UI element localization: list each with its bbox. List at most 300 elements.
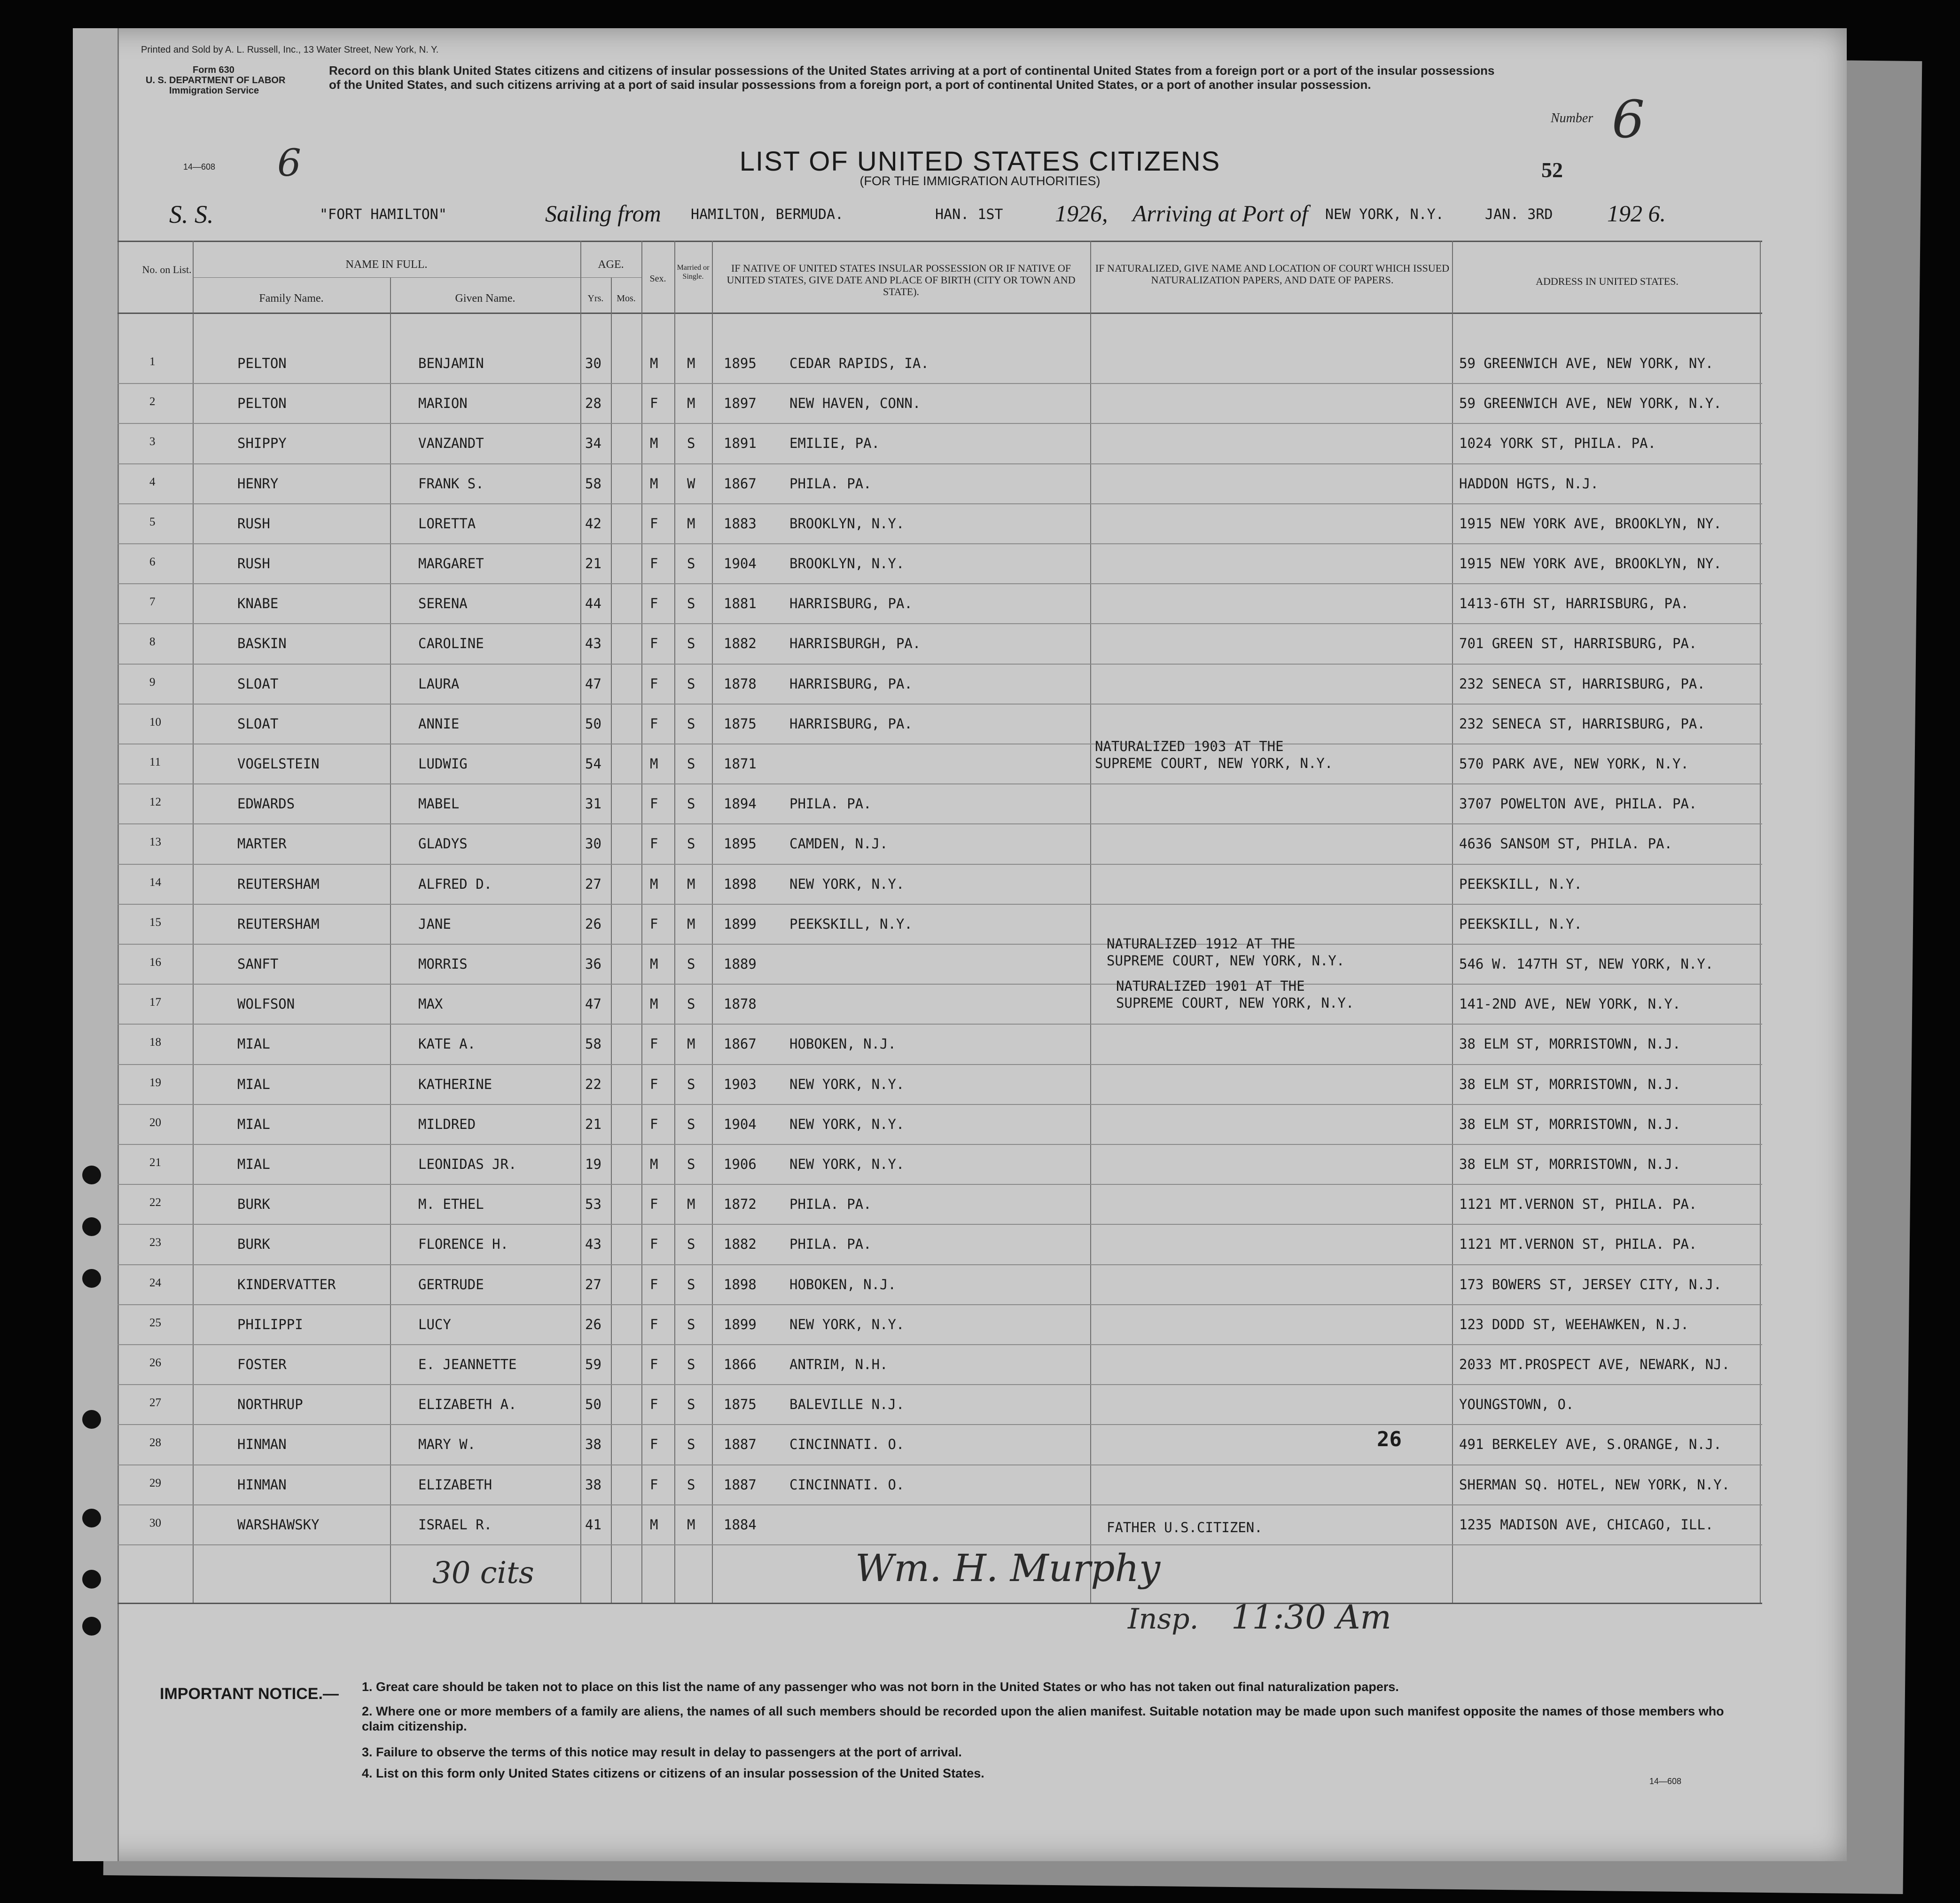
cell-ms: S: [687, 635, 695, 652]
cell-no: 30: [149, 1516, 161, 1529]
cell-age: 58: [585, 1036, 601, 1052]
cell-age: 19: [585, 1156, 601, 1172]
cell-year: 1882: [724, 1236, 757, 1253]
port-to: NEW YORK, N.Y.: [1325, 206, 1444, 223]
handwritten-list-number: 6: [277, 141, 301, 185]
cell-place: HOBOKEN, N.J.: [789, 1036, 896, 1052]
cell-place: CEDAR RAPIDS, IA.: [789, 355, 929, 371]
cell-place: BROOKLYN, N.Y.: [789, 556, 905, 572]
cell-no: 8: [149, 635, 156, 649]
cell-address: PEEKSKILL, N.Y.: [1459, 916, 1582, 932]
cell-given: LEONIDAS JR.: [418, 1156, 517, 1172]
cell-sex: M: [650, 1516, 658, 1533]
cell-no: 29: [149, 1476, 161, 1489]
table-row: [0, 904, 1960, 944]
cell-given: KATHERINE: [418, 1076, 492, 1092]
cell-given: MORRIS: [418, 956, 468, 972]
cell-address: 546 W. 147TH ST, NEW YORK, N.Y.: [1459, 956, 1714, 972]
cell-given: GLADYS: [418, 836, 468, 852]
table-row: [0, 984, 1960, 1024]
naturalization-note-17: [1116, 978, 1354, 1011]
cell-address: 1024 YORK ST, PHILA. PA.: [1459, 435, 1656, 452]
cell-address: 701 GREEN ST, HARRISBURG, PA.: [1459, 635, 1697, 652]
cell-age: 34: [585, 435, 601, 452]
cell-address: 2033 MT.PROSPECT AVE, NEWARK, NJ.: [1459, 1356, 1730, 1372]
cell-given: MILDRED: [418, 1116, 476, 1132]
cell-address: 59 GREENWICH AVE, NEW YORK, NY.: [1459, 355, 1714, 371]
form-number: Form 630: [193, 65, 234, 75]
cell-family: MIAL: [237, 1116, 270, 1132]
cell-family: HINMAN: [237, 1476, 287, 1493]
cell-place: CINCINNATI. O.: [789, 1436, 905, 1453]
cell-given: FLORENCE H.: [418, 1236, 509, 1253]
cell-year: 1866: [724, 1356, 757, 1372]
table-row: [0, 423, 1960, 463]
table-row: [0, 383, 1960, 423]
cell-given: ELIZABETH A.: [418, 1396, 517, 1413]
cell-place: HARRISBURG, PA.: [789, 675, 913, 692]
cell-age: 43: [585, 1236, 601, 1253]
table-row: [0, 1264, 1960, 1304]
cell-place: ANTRIM, N.H.: [789, 1356, 888, 1372]
cell-no: 6: [149, 556, 156, 568]
row-rule: [117, 1544, 1762, 1545]
cell-age: 59: [585, 1356, 601, 1372]
cell-ms: S: [687, 836, 695, 852]
page-number: 52: [1541, 158, 1563, 182]
cell-year: 1872: [724, 1196, 757, 1213]
cell-no: 26: [149, 1356, 161, 1369]
ss-label: S. S.: [169, 200, 214, 228]
cell-age: 26: [585, 1316, 601, 1332]
cell-age: 22: [585, 1076, 601, 1092]
cell-age: 26: [585, 916, 601, 932]
cell-family: FOSTER: [237, 1356, 287, 1372]
cell-given: MARGARET: [418, 556, 484, 572]
cell-ms: S: [687, 1236, 695, 1253]
cell-year: 1891: [724, 435, 757, 452]
table-top-rule: [117, 241, 1762, 242]
cell-given: VANZANDT: [418, 435, 484, 452]
arriving-label: Arriving at Port of: [1132, 200, 1308, 227]
cell-address: YOUNGSTOWN, O.: [1459, 1396, 1574, 1413]
cell-ms: S: [687, 1156, 695, 1172]
cell-address: 3707 POWELTON AVE, PHILA. PA.: [1459, 796, 1697, 812]
cell-given: GERTRUDE: [418, 1276, 484, 1292]
cell-ms: S: [687, 1076, 695, 1092]
cell-place: PHILA. PA.: [789, 1196, 872, 1213]
cell-place: CINCINNATI. O.: [789, 1476, 905, 1493]
binder-hole: [82, 1570, 101, 1589]
table-row: [0, 783, 1960, 823]
header-yrs: Yrs.: [587, 293, 604, 304]
cell-no: 14: [149, 876, 161, 889]
cell-address: 570 PARK AVE, NEW YORK, N.Y.: [1459, 756, 1689, 772]
cell-no: 7: [149, 595, 156, 609]
cell-address: HADDON HGTS, N.J.: [1459, 475, 1599, 492]
cell-place: EMILIE, PA.: [789, 435, 880, 452]
table-row: [0, 1184, 1960, 1224]
table-row: [0, 1504, 1960, 1544]
cell-place: HARRISBURG, PA.: [789, 595, 913, 612]
cell-sex: M: [650, 355, 658, 371]
header-sex: Sex.: [649, 274, 666, 284]
cell-no: 5: [149, 515, 156, 528]
header-family-name: Family Name.: [259, 292, 324, 305]
cell-ms: S: [687, 675, 695, 692]
cell-ms: S: [687, 1396, 695, 1413]
cell-place: NEW YORK, N.Y.: [789, 1316, 905, 1332]
table-row: [0, 1304, 1960, 1344]
cell-address: 38 ELM ST, MORRISTOWN, N.J.: [1459, 1036, 1681, 1052]
cell-no: 12: [149, 796, 161, 809]
cell-address: PEEKSKILL, N.Y.: [1459, 876, 1582, 892]
header-name-in-full: NAME IN FULL.: [345, 258, 428, 271]
table-row: [0, 1224, 1960, 1264]
cell-year: 1867: [724, 475, 757, 492]
naturalization-note-30: FATHER U.S.CITIZEN.: [1107, 1519, 1263, 1535]
cell-address: 1121 MT.VERNON ST, PHILA. PA.: [1459, 1236, 1697, 1253]
cell-address: 59 GREENWICH AVE, NEW YORK, N.Y.: [1459, 395, 1722, 412]
cell-address: 1121 MT.VERNON ST, PHILA. PA.: [1459, 1196, 1697, 1213]
cell-sex: M: [650, 475, 658, 492]
cell-address: 1413-6TH ST, HARRISBURG, PA.: [1459, 595, 1689, 612]
cell-address: 1235 MADISON AVE, CHICAGO, ILL.: [1459, 1516, 1714, 1533]
cell-year: 1881: [724, 595, 757, 612]
cell-address: 4636 SANSOM ST, PHILA. PA.: [1459, 836, 1672, 852]
table-row: [0, 1344, 1960, 1384]
cell-no: 21: [149, 1156, 161, 1169]
cell-year: 1897: [724, 395, 757, 412]
cell-ms: S: [687, 1316, 695, 1332]
table-row: [0, 1464, 1960, 1504]
cell-family: MIAL: [237, 1156, 270, 1172]
cell-sex: F: [650, 1396, 658, 1413]
cell-no: 9: [149, 675, 156, 689]
cell-family: SLOAT: [237, 715, 279, 732]
cell-family: HINMAN: [237, 1436, 287, 1453]
cell-address: 491 BERKELEY AVE, S.ORANGE, N.J.: [1459, 1436, 1722, 1453]
cell-address: 1915 NEW YORK AVE, BROOKLYN, NY.: [1459, 556, 1722, 572]
cell-year: 1883: [724, 515, 757, 532]
cell-place: HARRISBURG, PA.: [789, 715, 913, 732]
cell-given: SERENA: [418, 595, 468, 612]
cell-sex: F: [650, 1356, 658, 1372]
cell-family: MIAL: [237, 1036, 270, 1052]
cell-ms: S: [687, 756, 695, 772]
cell-given: LAURA: [418, 675, 460, 692]
cell-no: 25: [149, 1316, 161, 1329]
notice-heading: IMPORTANT NOTICE.—: [160, 1685, 339, 1703]
cell-address: 38 ELM ST, MORRISTOWN, N.J.: [1459, 1116, 1681, 1132]
table-row: [0, 1384, 1960, 1424]
header-birth: IF NATIVE OF UNITED STATES INSULAR POSSESSION OR IF NATIVE OF UNITED STATES, GIVE DATE AND PLACE OF BIRTH (CITY OR TOWN AND STATE).: [726, 262, 1076, 298]
cell-age: 47: [585, 996, 601, 1012]
cell-family: RUSH: [237, 556, 270, 572]
sailing-from-label: Sailing from: [545, 200, 661, 227]
cell-age: 58: [585, 475, 601, 492]
cell-ms: S: [687, 1276, 695, 1292]
cell-ms: M: [687, 395, 695, 412]
binder-hole: [82, 1617, 101, 1636]
cell-no: 3: [149, 435, 156, 448]
cell-ms: M: [687, 515, 695, 532]
notice-item-1: 1. Great care should be taken not to place on this list the name of any passenger who was not born in the United States or who has not taken out final naturalization papers.: [362, 1680, 1399, 1694]
cell-address: 141-2ND AVE, NEW YORK, N.Y.: [1459, 996, 1681, 1012]
cell-sex: F: [650, 1236, 658, 1253]
cell-year: 1878: [724, 996, 757, 1012]
cell-address: 1915 NEW YORK AVE, BROOKLYN, NY.: [1459, 515, 1722, 532]
cell-year: 1899: [724, 1316, 757, 1332]
cell-place: HARRISBURGH, PA.: [789, 635, 921, 652]
nat-note-line: SUPREME COURT, NEW YORK, N.Y.: [1095, 755, 1333, 771]
cell-given: CAROLINE: [418, 635, 484, 652]
department: U. S. DEPARTMENT OF LABOR: [146, 75, 286, 86]
cell-given: MARY W.: [418, 1436, 476, 1453]
cell-no: 17: [149, 996, 161, 1009]
cell-year: 1878: [724, 675, 757, 692]
cell-age: 42: [585, 515, 601, 532]
cell-year: 1898: [724, 876, 757, 892]
cell-given: LUCY: [418, 1316, 451, 1332]
cell-given: LORETTA: [418, 515, 476, 532]
cell-year: 1875: [724, 1396, 757, 1413]
table-row: [0, 744, 1960, 783]
naturalization-note-16: [1107, 935, 1344, 969]
page-subtitle: (FOR THE IMMIGRATION AUTHORITIES): [859, 174, 1101, 188]
table-row: [0, 503, 1960, 543]
cell-place: BALEVILLE N.J.: [789, 1396, 905, 1413]
cell-no: 13: [149, 836, 161, 849]
cell-sex: F: [650, 395, 658, 412]
nat-note-line: SUPREME COURT, NEW YORK, N.Y.: [1116, 995, 1354, 1011]
cell-sex: F: [650, 916, 658, 932]
cell-no: 22: [149, 1196, 161, 1209]
cell-ms: M: [687, 916, 695, 932]
cell-given: MAX: [418, 996, 443, 1012]
cell-age: 38: [585, 1436, 601, 1453]
cell-ms: S: [687, 1116, 695, 1132]
cell-year: 1895: [724, 355, 757, 371]
instructions: Record on this blank United States citizens and citizens of insular possessions of the United States arriving at a port of continental United States from a foreign port or a port of the insular possessions of the United States, and such citizens arriving at a port of said insular possessions from a foreign port, a port of continental United States, or a port of another insular possession.: [329, 63, 1495, 92]
cell-given: MABEL: [418, 796, 460, 812]
cell-age: 28: [585, 395, 601, 412]
cell-ms: S: [687, 996, 695, 1012]
cell-family: BURK: [237, 1196, 270, 1213]
cell-sex: M: [650, 1156, 658, 1172]
table-row: [0, 543, 1960, 583]
cell-sex: F: [650, 556, 658, 572]
cell-family: WOLFSON: [237, 996, 295, 1012]
naturalization-note-11: [1095, 738, 1333, 772]
page-title: LIST OF UNITED STATES CITIZENS: [739, 146, 1221, 177]
header-given-name: Given Name.: [455, 292, 515, 305]
cell-place: PHILA. PA.: [789, 1236, 872, 1253]
cell-family: REUTERSHAM: [237, 916, 320, 932]
number-label: Number: [1551, 111, 1593, 125]
header-mos: Mos.: [617, 293, 636, 304]
cell-sex: F: [650, 1476, 658, 1493]
cell-no: 15: [149, 916, 161, 929]
sail-date: HAN. 1ST: [935, 206, 1003, 223]
nat-note-line: NATURALIZED 1912 AT THE: [1107, 936, 1296, 952]
footer-form-code: 14—608: [1649, 1777, 1682, 1786]
cell-no: 24: [149, 1276, 161, 1289]
cell-given: FRANK S.: [418, 475, 484, 492]
cell-ms: S: [687, 435, 695, 452]
table-row: [0, 1104, 1960, 1144]
cell-place: NEW YORK, N.Y.: [789, 1076, 905, 1092]
cell-age: 21: [585, 1116, 601, 1132]
table-row: [0, 864, 1960, 904]
table-row: [0, 623, 1960, 663]
printer-line: Printed and Sold by A. L. Russell, Inc., 13 Water Street, New York, N. Y.: [141, 45, 439, 55]
cell-sex: F: [650, 1276, 658, 1292]
cell-age: 31: [585, 796, 601, 812]
cell-sex: F: [650, 675, 658, 692]
cell-sex: F: [650, 595, 658, 612]
notice-item-3: 3. Failure to observe the terms of this notice may result in delay to passengers at the port of arrival.: [362, 1745, 962, 1759]
cell-family: KINDERVATTER: [237, 1276, 336, 1292]
cell-age: 43: [585, 635, 601, 652]
cell-family: BASKIN: [237, 635, 287, 652]
cell-family: PELTON: [237, 355, 287, 371]
cell-sex: F: [650, 1036, 658, 1052]
table-row: [0, 583, 1960, 623]
cell-ms: M: [687, 1516, 695, 1533]
cell-age: 50: [585, 715, 601, 732]
voyage-line: [169, 200, 1767, 233]
port-from: HAMILTON, BERMUDA.: [691, 206, 844, 223]
cell-ms: S: [687, 1436, 695, 1453]
cell-family: WARSHAWSKY: [237, 1516, 320, 1533]
cell-age: 54: [585, 756, 601, 772]
cell-year: 1904: [724, 556, 757, 572]
cell-family: SLOAT: [237, 675, 279, 692]
cell-no: 18: [149, 1036, 161, 1049]
name-subrule: [193, 277, 580, 278]
cell-year: 1882: [724, 635, 757, 652]
cell-ms: M: [687, 1196, 695, 1213]
cell-given: KATE A.: [418, 1036, 476, 1052]
cell-no: 23: [149, 1236, 161, 1249]
header-naturalized: IF NATURALIZED, GIVE NAME AND LOCATION OF COURT WHICH ISSUED NATURALIZATION PAPERS, AND DATE OF PAPERS.: [1095, 262, 1450, 286]
cell-year: 1894: [724, 796, 757, 812]
cell-sex: F: [650, 635, 658, 652]
handwritten-count: 30 cits: [432, 1556, 534, 1590]
cell-given: ISRAEL R.: [418, 1516, 492, 1533]
table-row: [0, 944, 1960, 984]
cell-place: PEEKSKILL, N.Y.: [789, 916, 913, 932]
cell-no: 16: [149, 956, 161, 969]
cell-family: EDWARDS: [237, 796, 295, 812]
cell-no: 20: [149, 1116, 161, 1129]
cell-age: 50: [585, 1396, 601, 1413]
cell-age: 30: [585, 355, 601, 371]
header-no-on-list: No. on List.: [142, 264, 192, 275]
nat-note-line: NATURALIZED 1903 AT THE: [1095, 738, 1284, 754]
cell-sex: F: [650, 836, 658, 852]
table-row: [0, 664, 1960, 704]
cell-place: BROOKLYN, N.Y.: [789, 515, 905, 532]
cell-given: MARION: [418, 395, 468, 412]
cell-given: E. JEANNETTE: [418, 1356, 517, 1372]
cell-year: 1871: [724, 756, 757, 772]
table-row: [0, 343, 1960, 383]
cell-given: LUDWIG: [418, 756, 468, 772]
cell-address: 232 SENECA ST, HARRISBURG, PA.: [1459, 675, 1705, 692]
cell-age: 36: [585, 956, 601, 972]
arrive-date: JAN. 3RD: [1485, 206, 1553, 223]
cell-year: 1895: [724, 836, 757, 852]
cell-year: 1903: [724, 1076, 757, 1092]
cell-age: 53: [585, 1196, 601, 1213]
cell-age: 38: [585, 1476, 601, 1493]
cell-age: 21: [585, 556, 601, 572]
cell-family: MARTER: [237, 836, 287, 852]
nat-note-line: SUPREME COURT, NEW YORK, N.Y.: [1107, 953, 1345, 969]
table-row: [0, 1144, 1960, 1184]
cell-family: NORTHRUP: [237, 1396, 303, 1413]
cell-ms: S: [687, 796, 695, 812]
cell-ms: S: [687, 1476, 695, 1493]
cell-no: 1: [149, 355, 156, 368]
header-address: ADDRESS IN UNITED STATES.: [1536, 275, 1679, 287]
sail-year: 1926,: [1055, 200, 1108, 227]
cell-year: 1875: [724, 715, 757, 732]
cell-no: 11: [149, 756, 161, 768]
cell-no: 19: [149, 1076, 161, 1089]
cell-sex: F: [650, 715, 658, 732]
table-row: [0, 463, 1960, 503]
cell-sex: F: [650, 1076, 658, 1092]
table-row: [0, 704, 1960, 744]
cell-sex: F: [650, 1116, 658, 1132]
cell-ms: W: [687, 475, 695, 492]
ship-name: "FORT HAMILTON": [320, 206, 447, 223]
cell-ms: S: [687, 956, 695, 972]
cell-sex: F: [650, 796, 658, 812]
cell-no: 4: [149, 475, 156, 488]
cell-place: PHILA. PA.: [789, 475, 872, 492]
cell-ms: M: [687, 876, 695, 892]
cell-sex: F: [650, 1316, 658, 1332]
cell-address: 173 BOWERS ST, JERSEY CITY, N.J.: [1459, 1276, 1722, 1292]
cell-place: NEW YORK, N.Y.: [789, 1116, 905, 1132]
cell-sex: M: [650, 435, 658, 452]
cell-sex: F: [650, 515, 658, 532]
cell-year: 1884: [724, 1516, 757, 1533]
cell-sex: F: [650, 1436, 658, 1453]
cell-sex: F: [650, 1196, 658, 1213]
cell-ms: S: [687, 595, 695, 612]
cell-age: 30: [585, 836, 601, 852]
cell-family: REUTERSHAM: [237, 876, 320, 892]
header-bottom-rule: [117, 313, 1762, 314]
cell-no: 10: [149, 715, 161, 728]
table-bottom-rule: [117, 1603, 1762, 1604]
notice-item-4: 4. List on this form only United States citizens or citizens of an insular possession of the United States.: [362, 1766, 984, 1780]
notice-item-2: 2. Where one or more members of a family are aliens, the names of all such members should be recorded upon the alien manifest. Suitable notation may be made upon such manifest opposite the names of those members who claim citizenship.: [362, 1704, 1724, 1733]
cell-given: JANE: [418, 916, 451, 932]
cell-year: 1904: [724, 1116, 757, 1132]
table-row: [0, 823, 1960, 863]
table-row: [0, 1064, 1960, 1104]
cell-place: NEW YORK, N.Y.: [789, 1156, 905, 1172]
cell-given: BENJAMIN: [418, 355, 484, 371]
cell-address: 123 DODD ST, WEEHAWKEN, N.J.: [1459, 1316, 1689, 1332]
cell-year: 1867: [724, 1036, 757, 1052]
